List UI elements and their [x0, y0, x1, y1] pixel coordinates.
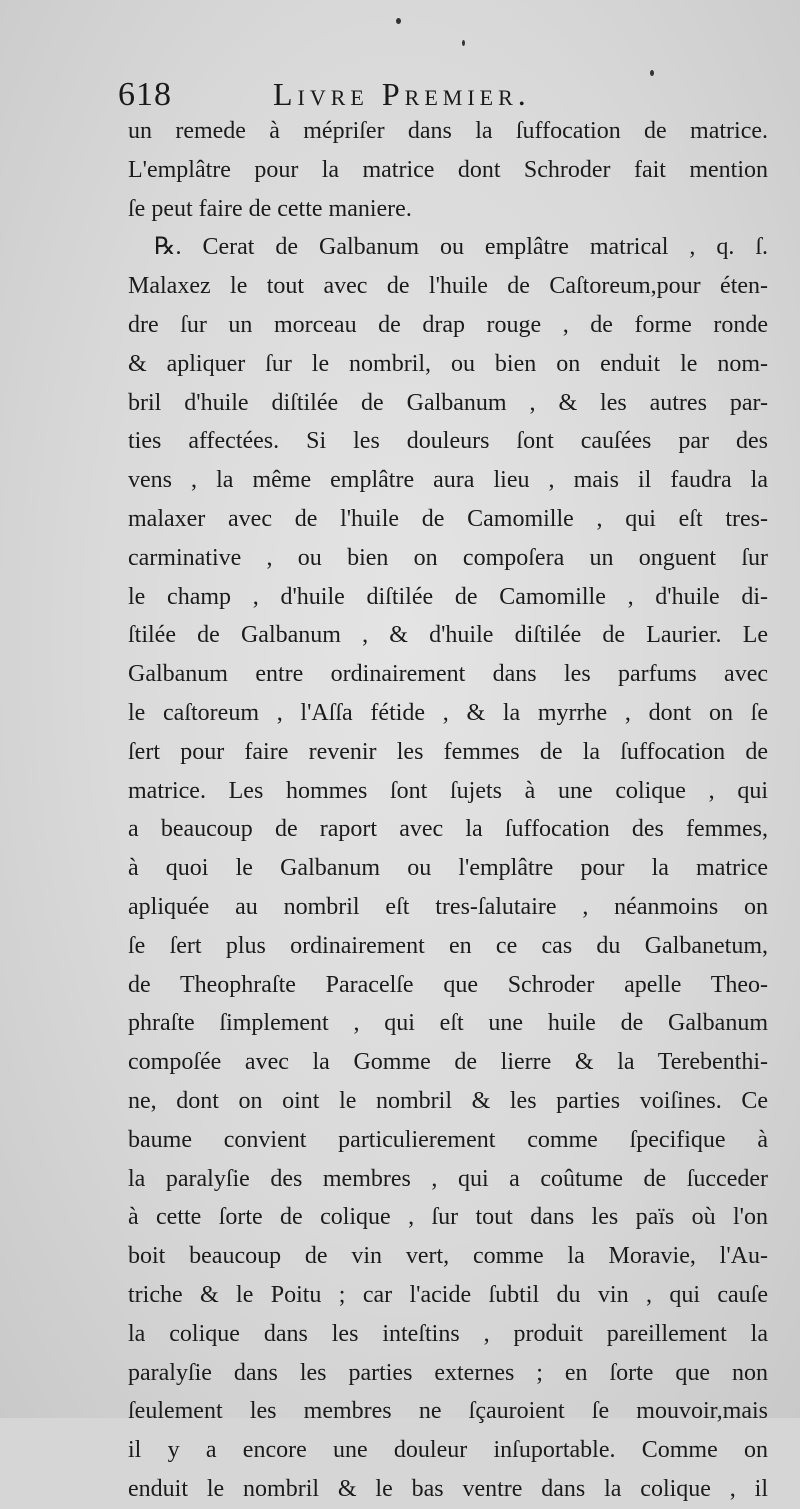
text-line: de Theophraſte Paracelſe que Schroder apelle Theo-	[128, 971, 768, 998]
text-line: Galbanum entre ordinairement dans les parfums avec	[128, 661, 768, 688]
text-line: à cette ſorte de colique , ſur tout dans les païs où l'on	[128, 1204, 768, 1231]
text-line: carminative , ou bien on compoſera un onguent ſur	[128, 544, 768, 571]
text-line: la colique dans les inteſtins , produit pareillement la	[128, 1320, 768, 1347]
text-line: ſtilée de Galbanum , & d'huile diſtilée de Laurier. Le	[128, 622, 768, 649]
text-line: la paralyſie des membres , qui a coûtume de ſucceder	[128, 1165, 768, 1192]
page-header	[118, 72, 638, 116]
text-line: paralyſie dans les parties externes ; en ſorte que non	[128, 1359, 768, 1386]
text-line: boit beaucoup de vin vert, comme la Moravie, l'Au-	[128, 1243, 768, 1270]
text-line: Malaxez le tout avec de l'huile de Caſtoreum,pour éten-	[128, 273, 768, 300]
text-line: bril d'huile diſtilée de Galbanum , & les autres par-	[128, 389, 768, 416]
page-number: 618	[118, 76, 172, 113]
text-line: ſe peut faire de cette maniere.	[128, 195, 412, 222]
text-line: dre ſur un morceau de drap rouge , de forme ronde	[128, 311, 768, 338]
text-line: & apliquer ſur le nombril, ou bien on enduit le nom-	[128, 350, 768, 377]
text-line: L'emplâtre pour la matrice dont Schroder fait mention	[128, 156, 768, 183]
ink-speck	[396, 18, 401, 24]
text-line: apliquée au nombril eſt tres-ſalutaire , néanmoins on	[128, 893, 768, 920]
text-line: ſert pour faire revenir les femmes de la ſuffocation de	[128, 738, 768, 765]
text-line: le caſtoreum , l'Aſſa fétide , & la myrrhe , dont on ſe	[128, 699, 768, 726]
text-line: il y a encore une douleur inſuportable. Comme on	[128, 1437, 768, 1464]
text-line: ne, dont on oint le nombril & les parties voiſines. Ce	[128, 1087, 768, 1114]
ink-speck	[650, 70, 654, 76]
body-text	[128, 112, 768, 1509]
text-line: ſe ſert plus ordinairement en ce cas du Galbanetum,	[128, 932, 768, 959]
text-line: phraſte ſimplement , qui eſt une huile de Galbanum	[128, 1010, 768, 1037]
ink-speck	[462, 40, 465, 46]
text-line: enduit le nombril & le bas ventre dans la colique , il	[128, 1475, 768, 1502]
text-line: un remede à mépriſer dans la ſuffocation de matrice.	[128, 118, 768, 144]
text-line: triche & le Poitu ; car l'acide ſubtil du vin , qui cauſe	[128, 1281, 768, 1308]
text-line: ties affectées. Si les douleurs ſont cauſées par des	[128, 428, 768, 455]
text-line: vens , la même emplâtre aura lieu , mais il faudra la	[128, 467, 768, 494]
text-line: matrice. Les hommes ſont ſujets à une colique , qui	[128, 777, 768, 804]
text-line: à quoi le Galbanum ou l'emplâtre pour la matrice	[128, 855, 768, 882]
text-line: compoſée avec la Gomme de lierre & la Terebenthi-	[128, 1049, 768, 1076]
text-line: a beaucoup de raport avec la ſuffocation des femmes,	[128, 816, 768, 843]
text-line: le champ , d'huile diſtilée de Camomille , d'huile di-	[128, 583, 768, 610]
text-line: malaxer avec de l'huile de Camomille , qui eſt tres-	[128, 505, 768, 532]
text-line: baume convient particulierement comme ſpecifique à	[128, 1126, 768, 1153]
text-line: ſeulement les membres ne ſçauroient ſe mouvoir,mais	[128, 1398, 768, 1425]
text-line: ℞. Cerat de Galbanum ou emplâtre matrical , q. ſ.	[154, 234, 768, 261]
running-title: Livre Premier.	[273, 76, 531, 112]
